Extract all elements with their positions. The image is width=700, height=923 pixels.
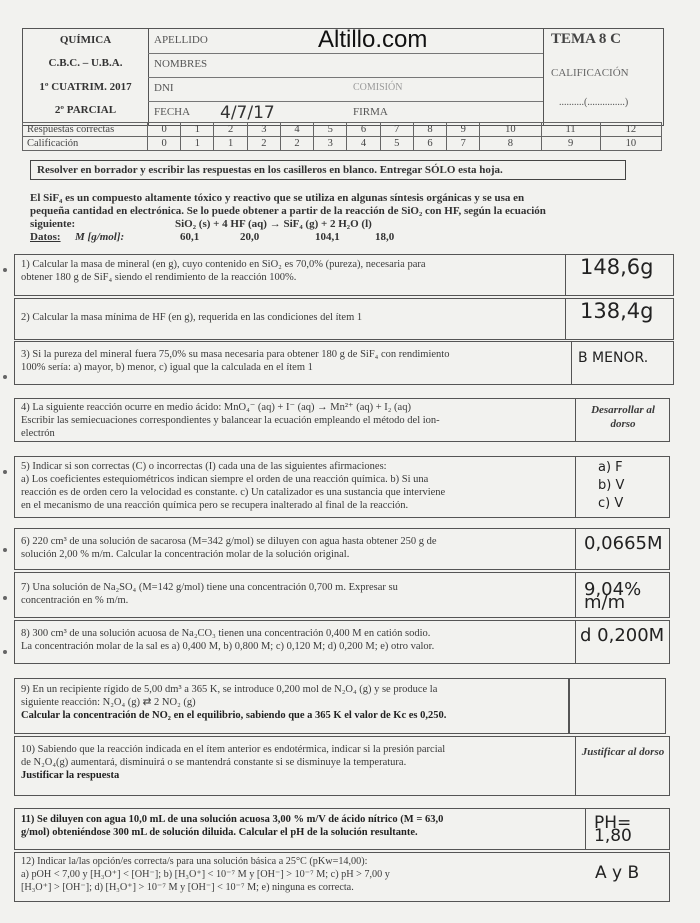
question-text: a) pOH < 7,00 y [H₃O⁺] < [OH⁻]; b) [H₃O⁺] < 10⁻⁷ M y [OH⁻] > 10⁻⁷ M; c) pH > 7,00 y [21, 869, 390, 880]
question-text: de N₂O₄(g) aumentará, disminuirá o se mantendrá constante si se disminuye la temperatura. [21, 757, 407, 768]
question-text: 11) Se diluyen con agua 10,0 mL de una solución acuosa 3,00 % m/V de ácido nítrico (M = 63,0 [21, 814, 444, 825]
reaction-equation: SiO₂ (s) + 4 HF (aq) → SiF₄ (g) + 2 H₂O (l) [175, 218, 372, 230]
molar-mass-data [30, 231, 660, 244]
intro-line: siguiente: [30, 218, 76, 230]
header-box [22, 28, 664, 126]
score-cell: 9 [541, 137, 600, 151]
question-2 [14, 298, 674, 340]
handwritten-answer: A y B [595, 863, 640, 883]
handwritten-answer: c) V [598, 496, 624, 511]
course-subject: QUÍMICA [59, 34, 112, 46]
handwritten-answer: a) F [598, 460, 623, 475]
question-8 [14, 620, 670, 664]
margin-mark [3, 596, 7, 600]
answer-box-1[interactable] [565, 255, 674, 295]
question-text: g/mol) obteniéndose 300 mL de solución diluida. Calcular el pH de la solución resultante. [21, 827, 418, 838]
score-cell: 1 [214, 137, 247, 151]
intro-line: El SiF₄ es un compuesto altamente tóxico y reactivo que se utiliza en algunas síntesis orgánicas y se usa en [30, 192, 525, 204]
answer-box-6[interactable] [575, 529, 670, 569]
answer-box-9[interactable] [568, 678, 666, 734]
handwritten-answer: d 0,200M [580, 625, 665, 646]
answer-box-7[interactable] [575, 573, 670, 617]
field-firma-label: FIRMA [353, 106, 388, 118]
course-institution: C.B.C. – U.B.A. [48, 57, 123, 69]
question-text: 9) En un recipiente rígido de 5,00 dm³ a 365 K, se introduce 0,200 mol de N₂O₄ (g) y se produce la [21, 684, 438, 695]
question-7 [14, 572, 670, 618]
field-fecha[interactable]: FECHA 4/7/17 FIRMA [154, 103, 388, 123]
question-text: Justificar la respuesta [21, 770, 120, 781]
score-cell: 0 [148, 123, 181, 137]
handwritten-answer: 138,4g [580, 299, 654, 323]
question-text: 10) Sabiendo que la reacción indicada en el ítem anterior es endotérmica, indicar si la presión parcial [21, 744, 446, 755]
question-text: solución 2,00 % m/m. Calcular la concentración molar de la solución original. [21, 549, 350, 560]
question-text: La concentración molar de la sal es a) 0,400 M, b) 0,800 M; c) 0,120 M; d) 0,200 M; e) otro valor. [21, 641, 435, 652]
answer-instruction: Desarrollar al dorso [591, 404, 655, 430]
margin-mark [3, 375, 7, 379]
margin-mark [3, 548, 7, 552]
margin-mark [3, 470, 7, 474]
score-cell: 10 [600, 137, 661, 151]
handwritten-answer: PH= 1,80 [594, 813, 632, 846]
problem-intro [30, 192, 660, 244]
answer-box-12[interactable] [589, 853, 669, 901]
handwritten-date: 4/7/17 [220, 103, 275, 123]
mass-value: 60,1 [180, 231, 200, 243]
question-3 [14, 341, 674, 385]
field-dni[interactable]: DNI COMISIÓN [148, 77, 543, 102]
score-row-grade [23, 137, 662, 151]
score-cell: 4 [347, 137, 380, 151]
score-cell: 3 [247, 123, 280, 137]
answer-box-8[interactable] [575, 621, 670, 663]
answer-instruction: Justificar al dorso [581, 746, 665, 758]
question-text: 5) Indicar si son correctas (C) o incorrectas (I) cada una de las siguientes afirmaciones: [21, 461, 387, 472]
question-11 [14, 808, 670, 850]
question-text: en el mecanismo de una reacción química pero se recupera inalterado al final de la reacción. [21, 500, 409, 511]
answer-box-3[interactable] [571, 342, 674, 384]
question-text: 3) Si la pureza del mineral fuera 75,0% su masa necesaria para obtener 180 g de SiF₄ con rendimiento [21, 349, 450, 360]
question-text: concentración en % m/m. [21, 595, 129, 606]
calificacion-blank: ..........(...............) [559, 97, 629, 108]
handwritten-answer: 9,04% m/m [584, 579, 642, 613]
score-row-label: Respuestas correctas [23, 123, 148, 137]
score-cell: 2 [214, 123, 247, 137]
question-text: 6) 220 cm³ de una solución de sacarosa (M=342 g/mol) se diluyen con agua hasta obtener 250 g de [21, 536, 437, 547]
question-9 [14, 678, 570, 734]
question-10 [14, 736, 670, 796]
question-text: Escribir las semiecuaciones correspondientes y balancear la ecuación empleando el método del ion- [21, 415, 440, 426]
score-cell: 10 [480, 123, 541, 137]
tema-label: TEMA 8 C [551, 31, 622, 47]
question-text: reacción es de orden cero la velocidad es constante. c) Un catalizador es una sustancia que interviene [21, 487, 446, 498]
data-label: Datos: [30, 231, 61, 243]
score-cell: 8 [413, 123, 446, 137]
question-text: siguiente reacción: N₂O₄ (g) ⇄ 2 NO₂ (g) [21, 697, 196, 708]
question-6 [14, 528, 670, 570]
question-text: 2) Calcular la masa mínima de HF (en g), requerida en las condiciones del ítem 1 [21, 312, 363, 323]
course-info [23, 29, 149, 125]
margin-mark [3, 268, 7, 272]
score-cell: 12 [600, 123, 661, 137]
score-cell: 11 [541, 123, 600, 137]
score-cell: 6 [347, 123, 380, 137]
question-text: 12) Indicar la/las opción/es correcta/s para una solución básica a 25°C (pKw=14,00): [21, 856, 368, 867]
score-cell: 5 [380, 137, 413, 151]
score-cell: 1 [181, 123, 214, 137]
score-grid [22, 122, 662, 151]
exam-name: 2º PARCIAL [54, 104, 117, 116]
handwritten-answer: B MENOR. [578, 350, 649, 366]
answer-box-5[interactable] [575, 457, 670, 517]
question-text: [H₃O⁺] > [OH⁻]; d) [H₃O⁺] > 10⁻⁷ M y [OH⁻] < 10⁻⁷ M; e) ninguna es correcta. [21, 882, 354, 893]
margin-mark [3, 650, 7, 654]
instruction-box: Resolver en borrador y escribir las respuestas en los casilleros en blanco. Entregar SÓLO esta hoja. [30, 160, 626, 180]
field-nombres[interactable]: NOMBRES [148, 53, 543, 78]
score-row-correct [23, 123, 662, 137]
score-cell: 0 [148, 137, 181, 151]
answer-box-2[interactable] [565, 299, 674, 339]
field-apellido[interactable]: APELLIDO [148, 29, 543, 54]
mass-value: 20,0 [240, 231, 260, 243]
question-text: obtener 180 g de SiF₄ siendo el rendimiento de la reacción 100%. [21, 272, 297, 283]
question-text: a) Los coeficientes estequiométricos indican siempre el orden de una reacción química. b) Si una [21, 474, 429, 485]
question-1 [14, 254, 674, 296]
question-12 [14, 852, 670, 902]
answer-box-11[interactable] [585, 809, 670, 849]
grade-box [543, 29, 663, 125]
question-4 [14, 398, 670, 442]
student-fields [148, 29, 544, 125]
handwritten-answer: 0,0665M [584, 533, 663, 554]
course-term: 1º CUATRIM. 2017 [39, 81, 132, 93]
score-cell: 2 [247, 137, 280, 151]
brand-watermark: Altillo.com [318, 26, 428, 53]
answer-box-4[interactable] [575, 399, 670, 441]
answer-box-10[interactable] [575, 737, 670, 795]
score-row-label: Calificación [23, 137, 148, 151]
score-cell: 7 [447, 137, 480, 151]
handwritten-answer: b) V [598, 478, 625, 493]
score-cell: 1 [181, 137, 214, 151]
score-cell: 9 [447, 123, 480, 137]
question-text: 8) 300 cm³ de una solución acuosa de Na₂CO₃ tienen una concentración 0,400 M en catión sodio. [21, 628, 431, 639]
question-5 [14, 456, 670, 518]
question-text: Calcular la concentración de NO₂ en el equilibrio, sabiendo que a 365 K el valor de Kc es 0,250. [21, 710, 447, 721]
mass-value: 104,1 [315, 231, 340, 243]
handwritten-answer: 148,6g [580, 255, 654, 279]
score-cell: 5 [314, 123, 347, 137]
score-cell: 3 [314, 137, 347, 151]
field-comision-label: COMISIÓN [353, 82, 403, 93]
question-text: 7) Una solución de Na₂SO₄ (M=142 g/mol) tiene una concentración 0,700 m. Expresar su [21, 582, 398, 593]
question-text: electrón [21, 428, 55, 439]
score-cell: 2 [280, 137, 313, 151]
score-cell: 6 [413, 137, 446, 151]
intro-line: pequeña cantidad en electrónica. Se lo puede obtener a partir de la reacción de SiO₂ con HF, según la ecuación [30, 205, 546, 217]
score-cell: 8 [480, 137, 541, 151]
calificacion-label: CALIFICACIÓN [551, 67, 629, 79]
mass-label: M [g/mol]: [75, 231, 125, 243]
score-cell: 4 [280, 123, 313, 137]
question-text: 1) Calcular la masa de mineral (en g), cuyo contenido en SiO₂ es 70,0% (pureza), necesaria para [21, 259, 426, 270]
score-cell: 7 [380, 123, 413, 137]
mass-value: 18,0 [375, 231, 395, 243]
question-text: 100% sería: a) mayor, b) menor, c) igual que la calculada en el ítem 1 [21, 362, 313, 373]
question-text: 4) La siguiente reacción ocurre en medio ácido: MnO₄⁻ (aq) + I⁻ (aq) → Mn²⁺ (aq) + I₂ (aq) [21, 402, 411, 413]
